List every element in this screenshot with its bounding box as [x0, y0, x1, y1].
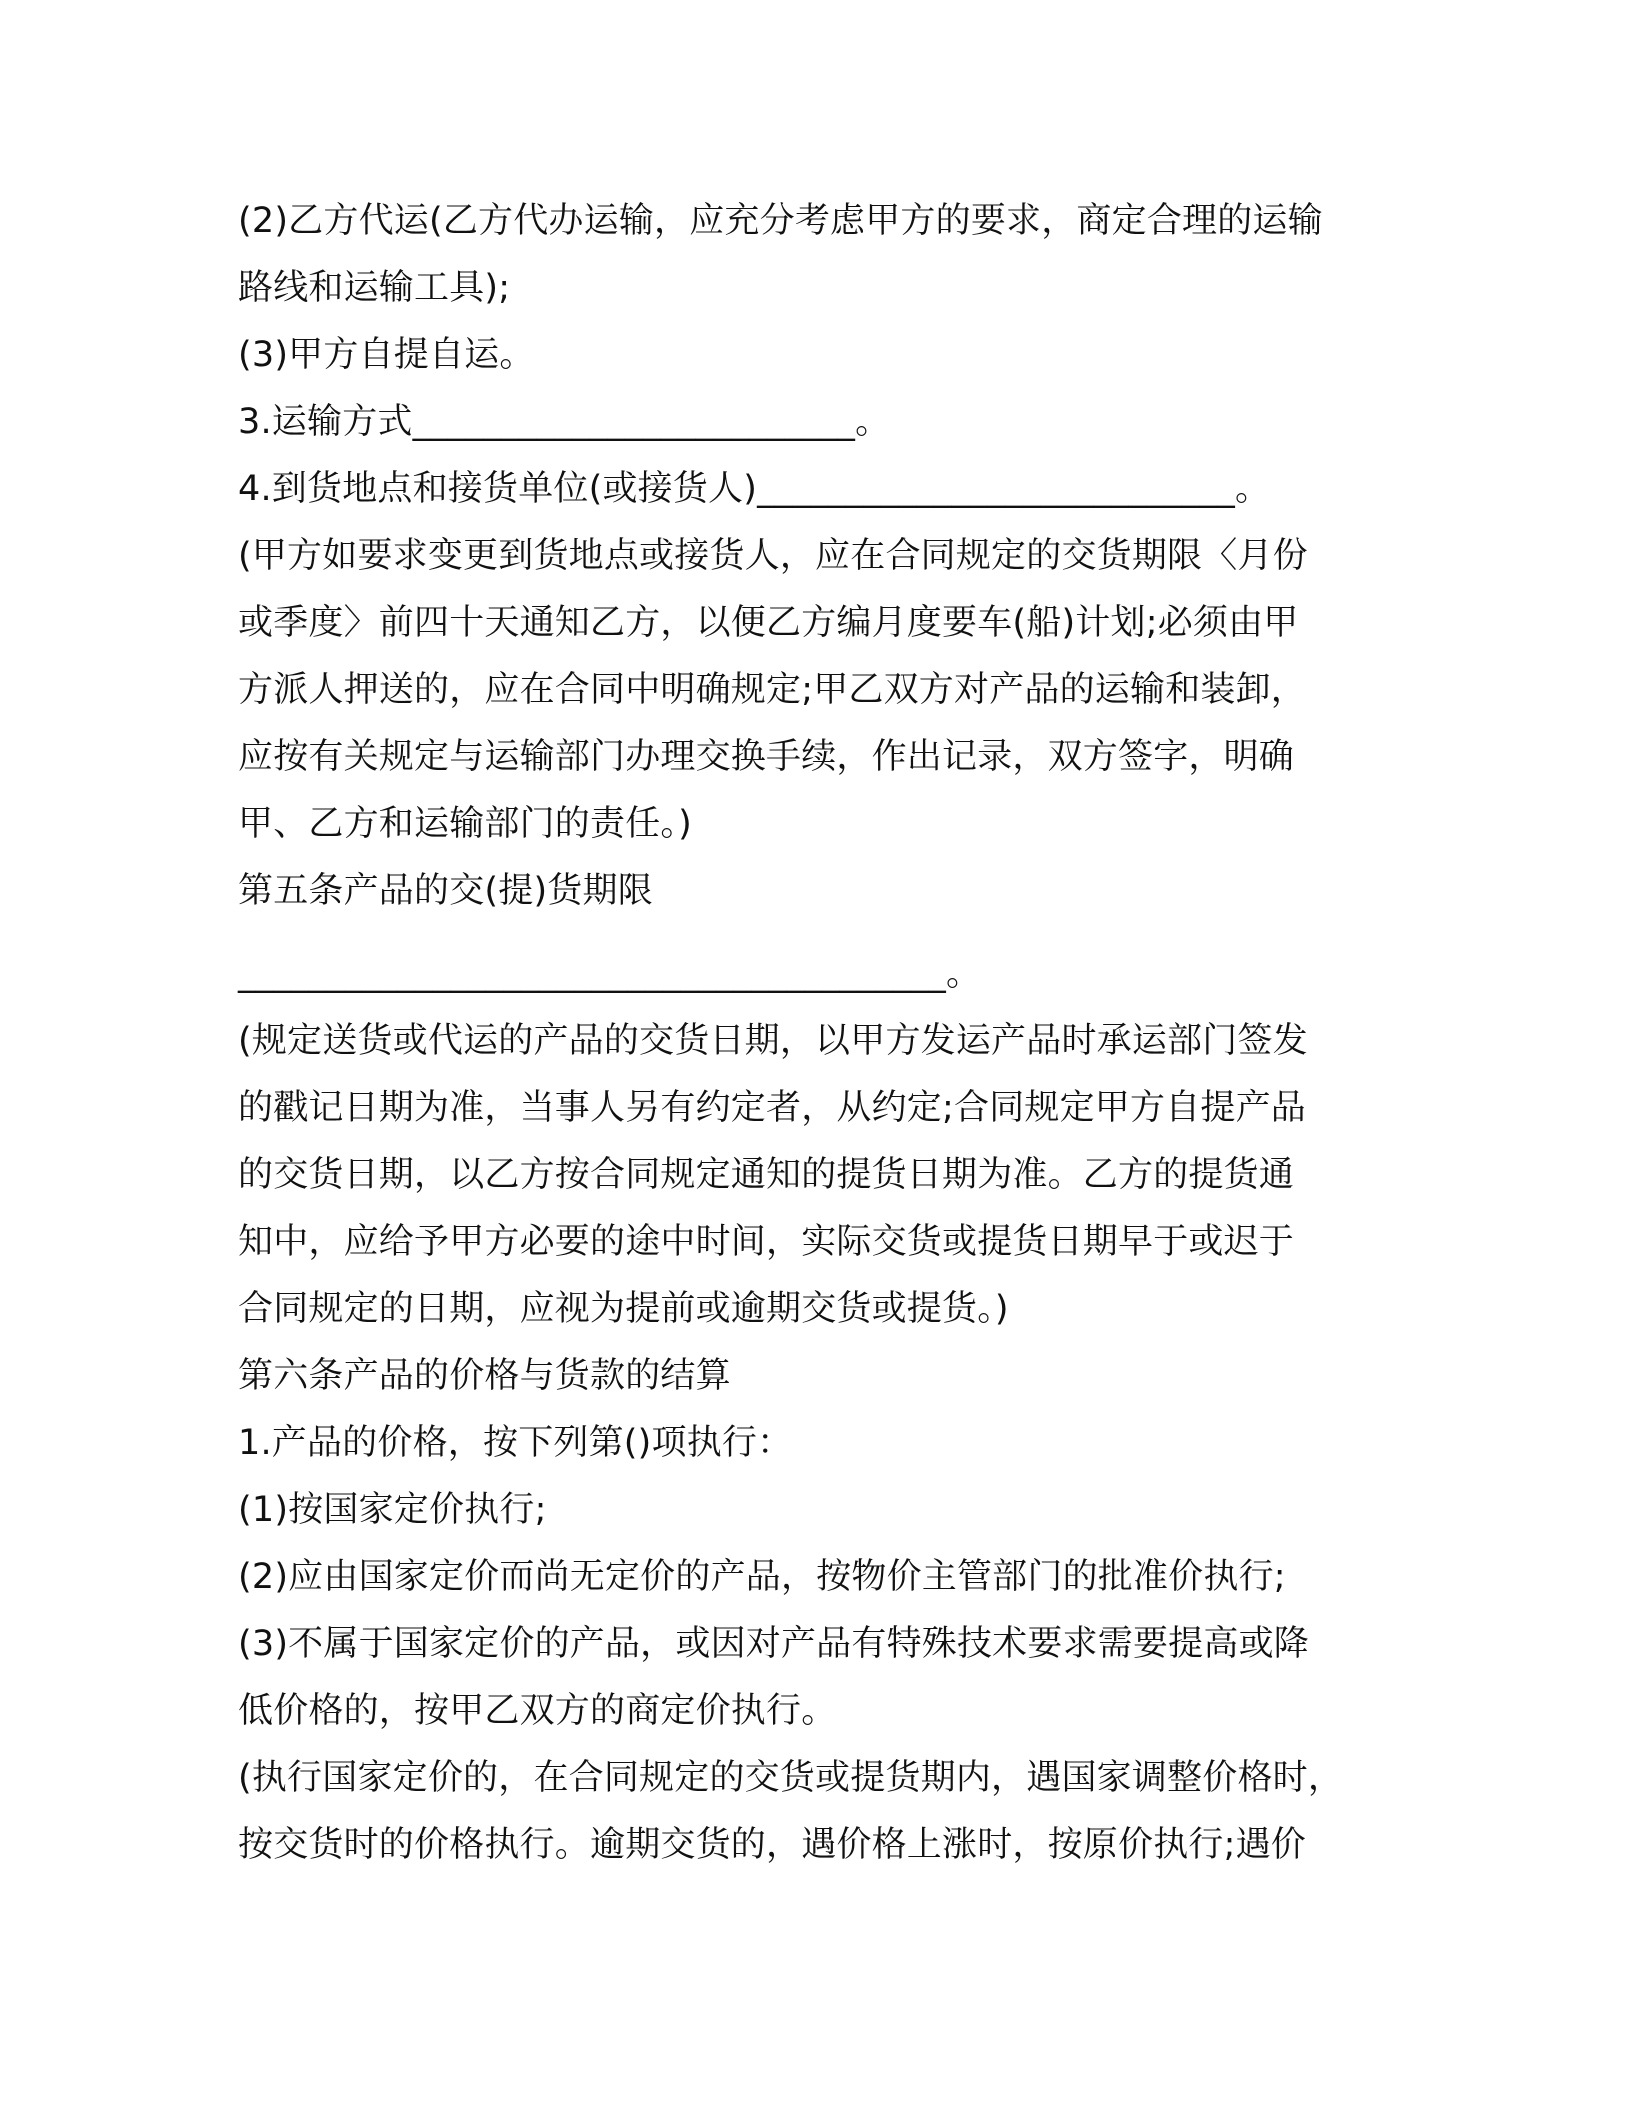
text-line: (3)甲方自提自运。 — [238, 335, 535, 375]
contract-text-body — [238, 188, 1398, 1879]
text-line: 的交货日期，以乙方按合同规定通知的提货日期为准。乙方的提货通 — [238, 1155, 1295, 1195]
blank-fill-line: ________________________________________。 — [238, 954, 982, 994]
text-line: 1.产品的价格，按下列第()项执行： — [238, 1423, 793, 1463]
text-line: 知中，应给予甲方必要的途中时间，实际交货或提货日期早于或迟于 — [238, 1222, 1295, 1262]
text-line: 的戳记日期为准，当事人另有约定者，从约定;合同规定甲方自提产品 — [238, 1088, 1306, 1128]
text-line: 甲、乙方和运输部门的责任。) — [238, 804, 692, 844]
text-line: 路线和运输工具); — [238, 268, 511, 308]
text-line: 方派人押送的，应在合同中明确规定;甲乙双方对产品的运输和装卸， — [238, 670, 1306, 710]
section-heading: 第五条产品的交(提)货期限 — [238, 871, 653, 911]
section-heading: 第六条产品的价格与货款的结算 — [238, 1356, 731, 1396]
text-line: 应按有关规定与运输部门办理交换手续，作出记录，双方签字，明确 — [238, 737, 1295, 777]
text-line: (甲方如要求变更到货地点或接货人，应在合同规定的交货期限〈月份 — [238, 536, 1308, 576]
text-line: 合同规定的日期，应视为提前或逾期交货或提货。) — [238, 1289, 1009, 1329]
text-line: (2)应由国家定价而尚无定价的产品，按物价主管部门的批准价执行; — [238, 1557, 1286, 1597]
text-line: (3)不属于国家定价的产品，或因对产品有特殊技术要求需要提高或降 — [238, 1624, 1309, 1664]
text-line: 4.到货地点和接货单位(或接货人)___________________________。 — [238, 469, 1271, 509]
text-line: 3.运输方式_________________________。 — [238, 402, 891, 442]
text-line: (执行国家定价的，在合同规定的交货或提货期内，遇国家调整价格时， — [238, 1758, 1344, 1798]
text-line: 按交货时的价格执行。逾期交货的，遇价格上涨时，按原价执行;遇价 — [238, 1825, 1306, 1865]
text-line: 或季度〉前四十天通知乙方，以便乙方编月度要车(船)计划;必须由甲 — [238, 603, 1299, 643]
text-line: (规定送货或代运的产品的交货日期，以甲方发运产品时承运部门签发 — [238, 1021, 1308, 1061]
text-line: (2)乙方代运(乙方代办运输，应充分考虑甲方的要求，商定合理的运输 — [238, 201, 1323, 241]
text-line: (1)按国家定价执行; — [238, 1490, 547, 1530]
text-line: 低价格的，按甲乙双方的商定价执行。 — [238, 1691, 837, 1731]
